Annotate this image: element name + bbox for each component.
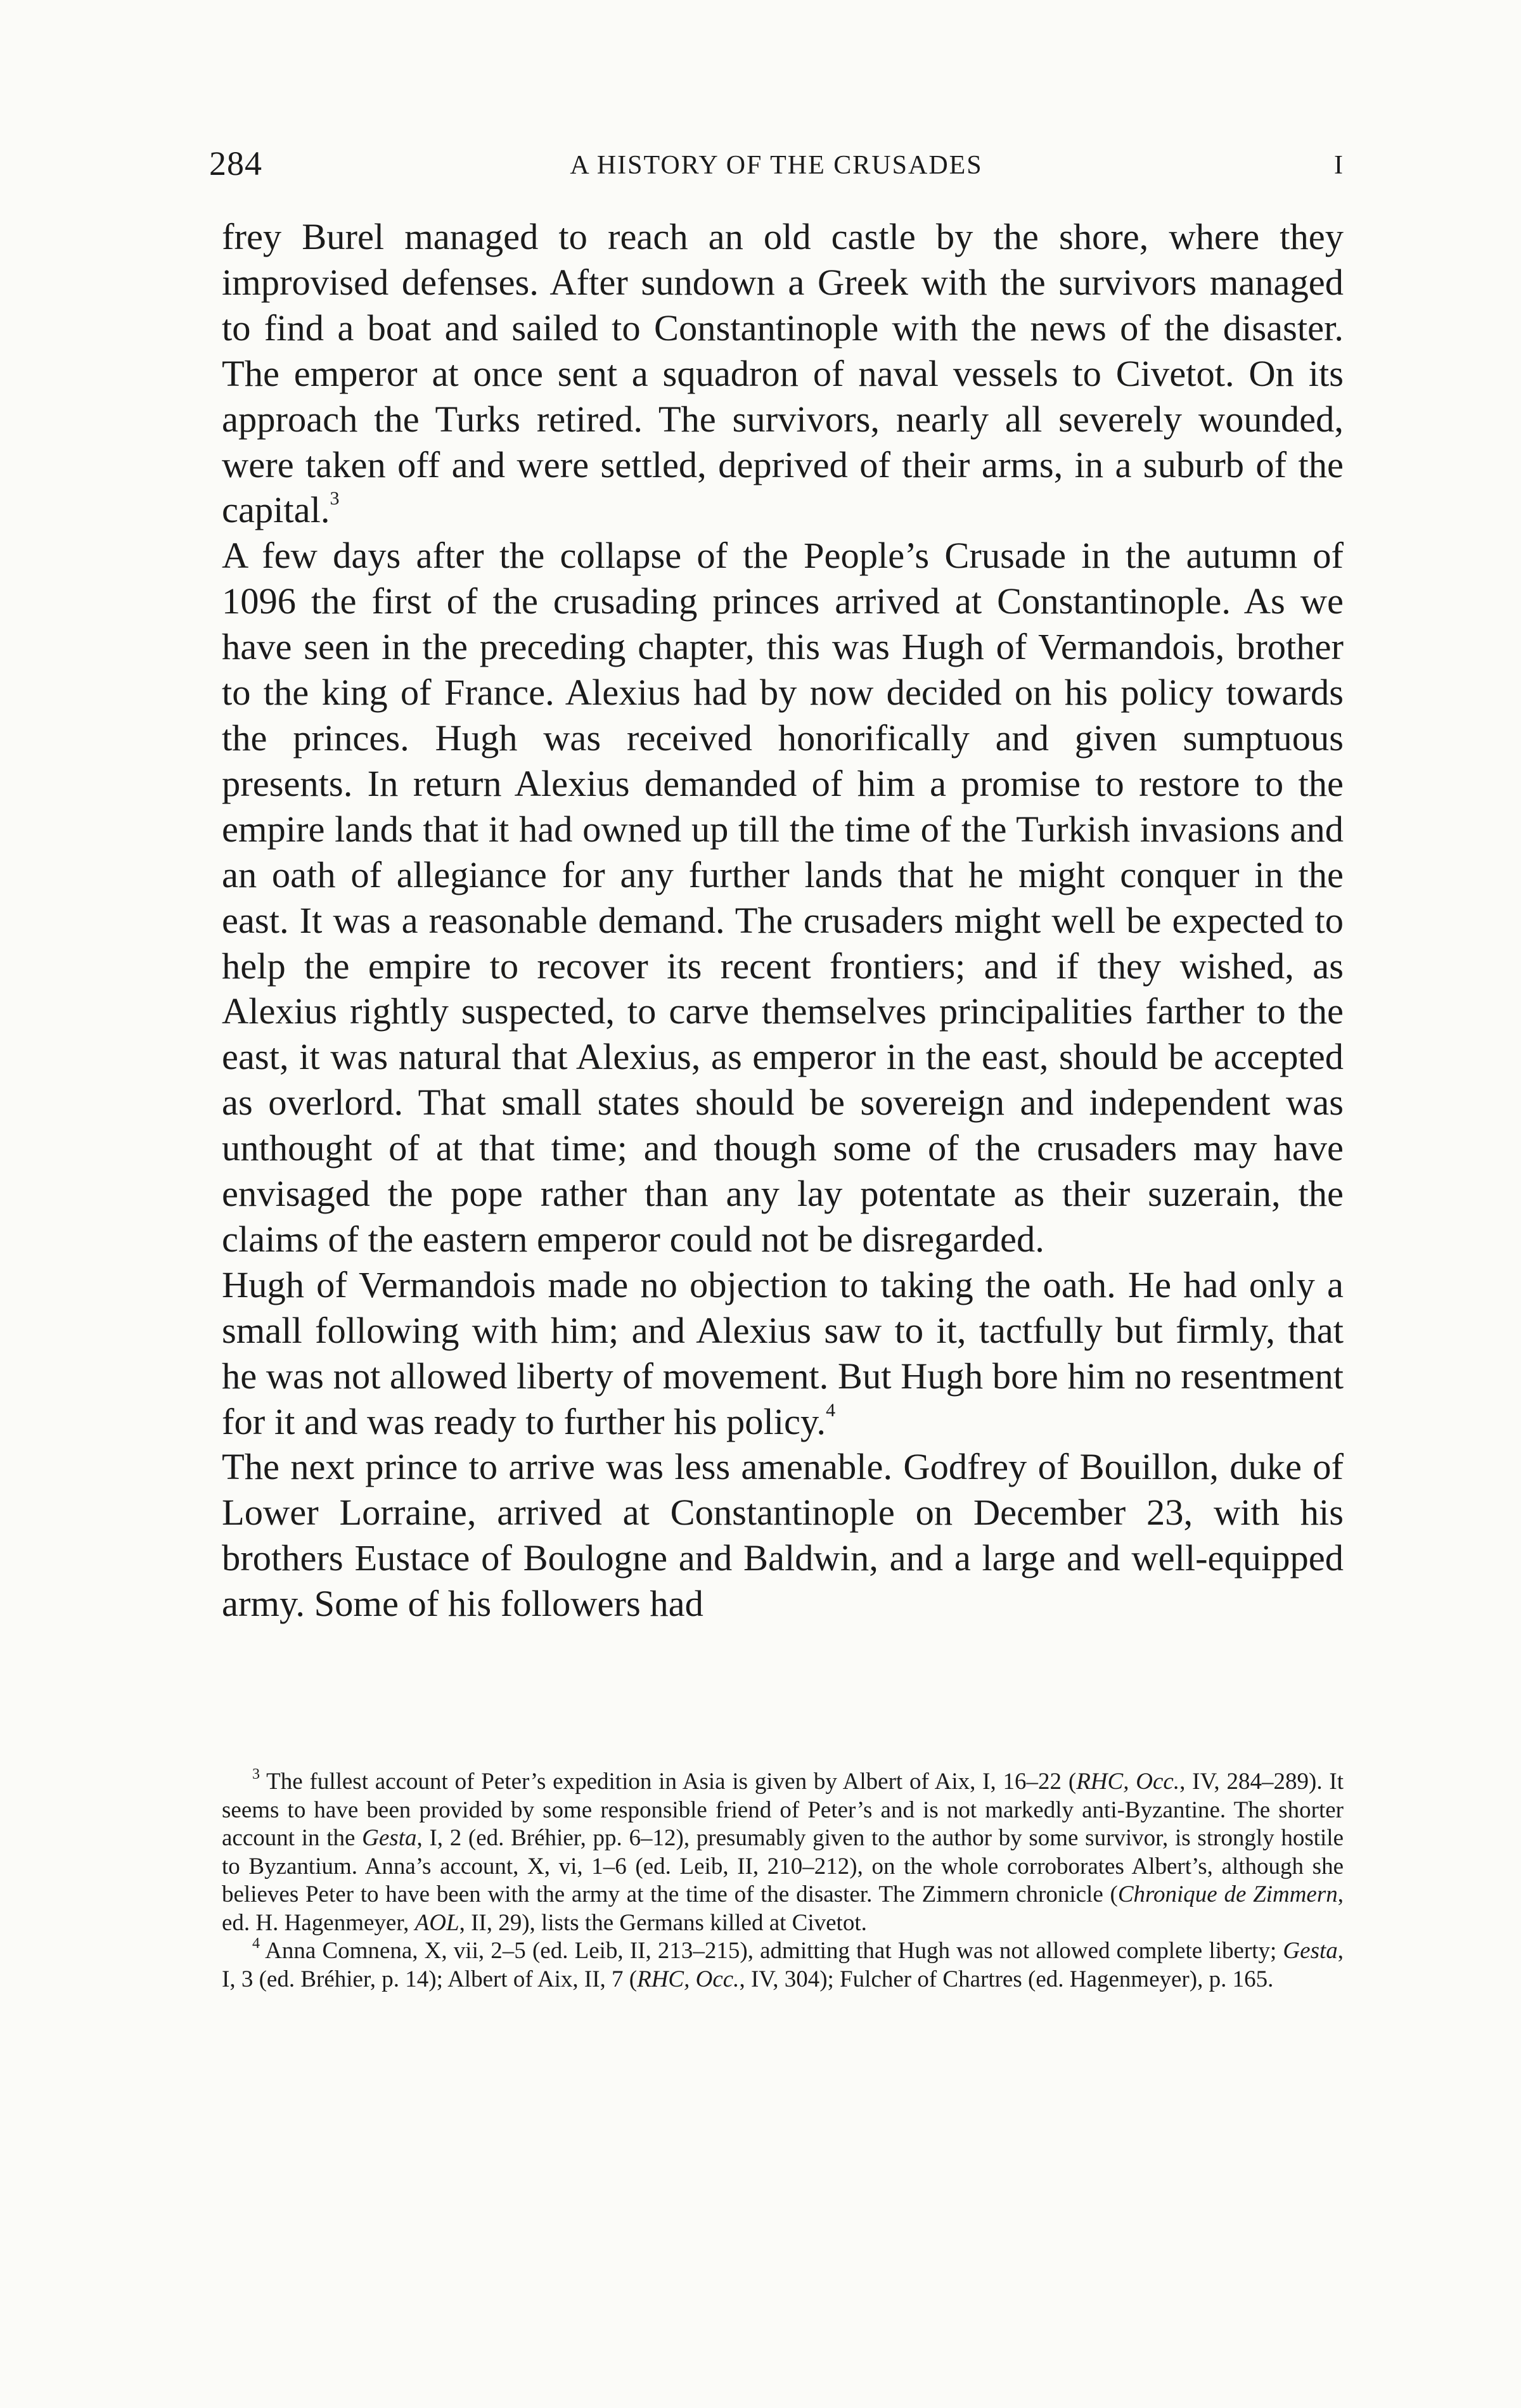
footnote-4-text-a: Anna Comnena, X, vii, 2–5 (ed. Leib, II, 213–215), admitting that Hugh was not allowed complete liberty;: [265, 1938, 1283, 1964]
footnote-3-text-e: , I, 2 (ed. Bréhier, pp. 6–12), presumably given to the author by some survivor, is strongly hostile to Byzantium. Anna’s account, X, vi, 1–6 (ed. Leib, II, 210–212), on the whole corroborates Albert’s, although she believes Peter to have been with the army at the time of the disaster. The Zimmern chronicle (: [222, 1825, 1344, 1907]
footnote-3-text-g: , ed. H. Hagenmeyer,: [222, 1881, 1344, 1936]
paragraph-2: A few days after the collapse of the People’s Crusade in the autumn of 1096 the first of the crusading princes arrived at Constantinople. As we have seen in the preceding chapter, this was Hugh of Vermandois, brother to the king of France. Alexius had by now decided on his policy towards the princes. Hugh was received honorifically and given sumptuous presents. In return Alexius demanded of him a promise to restore to the empire lands that it had owned up till the time of the Turkish invasions and an oath of allegiance for any further lands that he might conquer in the east. It was a reasonable demand. The crusaders might well be expected to help the empire to recover its recent frontiers; and if they wished, as Alexius rightly suspected, to carve themselves principalities farther to the east, it was natural that Alexius, as emperor in the east, should be accepted as overlord. That small states should be sovereign and independent was unthought of at that time; and though some of the crusaders may have envisaged the pope rather than any lay potentate as their suzerain, the claims of the eastern emperor could not be disregarded.: [222, 535, 1344, 1260]
footnote-4-italic-d: RHC, Occ.: [637, 1966, 740, 1992]
footnote-3-marker: 3: [252, 1766, 260, 1783]
paragraph-3-text: Hugh of Vermandois made no objection to taking the oath. He had only a small following with him; and Alexius saw to it, tactfully but firmly, that he was not allowed liberty of movement. But Hugh bore him no resentment for it and was ready to further his policy.: [222, 1264, 1344, 1442]
footnote-3-text-a: The fullest account of Peter’s expedition in Asia is given by Albert of Aix, I, 16–22 (: [266, 1769, 1077, 1795]
paragraph-4: The next prince to arrive was less amenable. Godfrey of Bouillon, duke of Lower Lorraine, arrived at Constantinople on December 23, with his brothers Eustace of Boulogne and Baldwin, and a large and well-equipped army. Some of his followers had: [222, 1446, 1344, 1625]
footnote-ref-3[interactable]: 3: [330, 488, 340, 509]
footnote-3-italic-d: Gesta: [362, 1825, 417, 1851]
paragraph-1-text: frey Burel managed to reach an old castle by the shore, where they improvised defenses. After sundown a Greek with the survivors managed to find a boat and sailed to Constantinople with the news of the disaster. The emperor at once sent a squadron of naval vessels to Civetot. On its approach the Turks retired. The survivors, nearly all severely wounded, were taken off and were settled, deprived of their arms, in a suburb of the capital.: [222, 216, 1344, 531]
footnote-4: [222, 1937, 1344, 1994]
footnote-3-italic-h: AOL: [414, 1909, 459, 1936]
footnote-3: [222, 1768, 1344, 1937]
paragraph-1: [222, 214, 1344, 533]
footnote-4-italic-b: Gesta: [1283, 1938, 1338, 1964]
body-text: [222, 214, 1344, 1627]
running-title: A HISTORY OF THE CRUSADES: [570, 151, 983, 180]
paragraph-3: [222, 1262, 1344, 1445]
footnote-3-italic-f: Chronique de Zimmern: [1117, 1881, 1338, 1907]
page-number: 284: [209, 144, 262, 183]
footnote-4-text-c: , I, 3 (ed. Bréhier, p. 14); Albert of Aix, II, 7 (: [222, 1938, 1344, 1992]
footnotes: [222, 1768, 1344, 1994]
footnote-3-italic-b: RHC, Occ.: [1076, 1769, 1180, 1795]
volume-number: I: [1334, 151, 1344, 180]
footnote-3-text-i: , II, 29), lists the Germans killed at Civetot.: [459, 1909, 867, 1936]
footnote-4-marker: 4: [252, 1935, 260, 1952]
footnote-4-text-e: , IV, 304); Fulcher of Chartres (ed. Hagenmeyer), p. 165.: [739, 1966, 1274, 1992]
running-head: [209, 144, 1344, 183]
footnote-ref-4[interactable]: 4: [826, 1399, 836, 1421]
footnote-3-text-c: , IV, 284–289). It seems to have been provided by some responsible friend of Peter’s and is not markedly anti-Byzantine. The shorter account in the: [222, 1769, 1344, 1851]
